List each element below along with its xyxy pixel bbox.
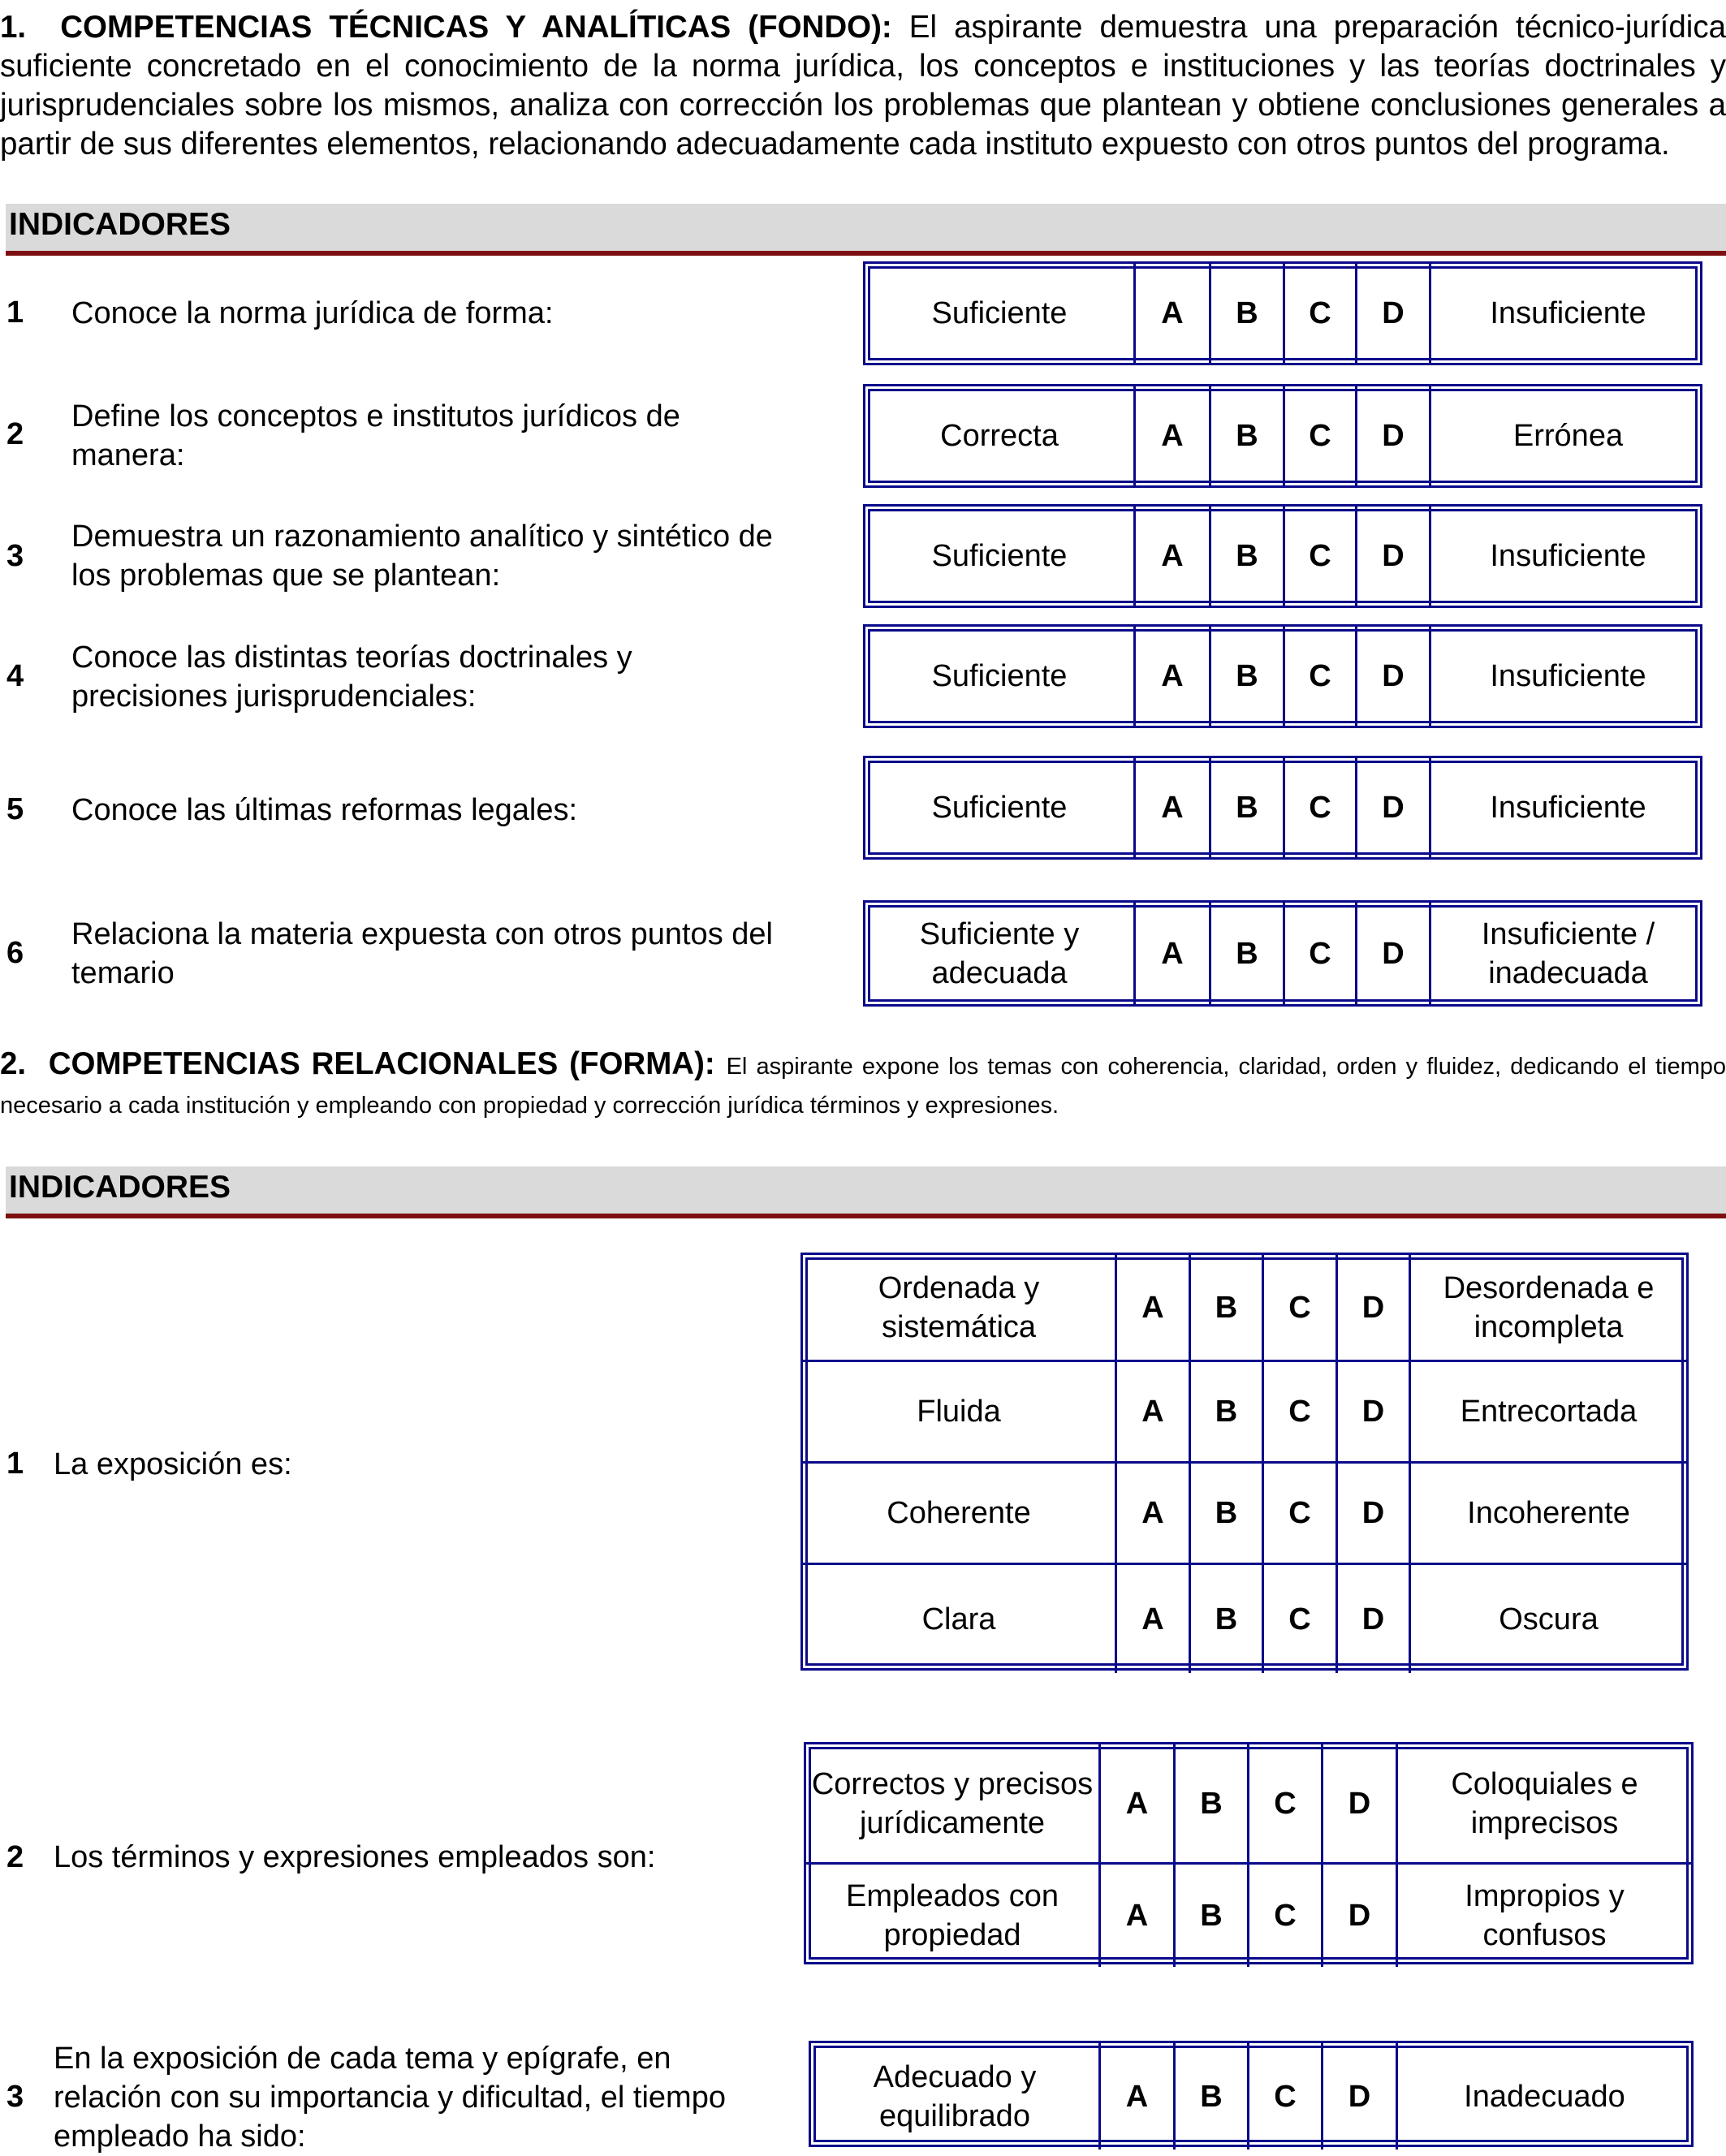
indicator-number: 1 bbox=[6, 295, 24, 330]
indicator-number: 1 bbox=[6, 1447, 24, 1481]
grade-c-option[interactable]: C bbox=[1285, 264, 1357, 363]
grade-d-option[interactable]: D bbox=[1338, 1255, 1411, 1362]
grade-a-option[interactable]: A bbox=[1117, 1565, 1191, 1673]
grade-c-option[interactable]: C bbox=[1285, 627, 1357, 726]
grade-b-option[interactable]: B bbox=[1191, 1464, 1264, 1565]
positive-option: Ordenada y sistemática bbox=[803, 1255, 1117, 1362]
indicator-label: Relaciona la materia expuesta con otros puntos del temario bbox=[71, 917, 773, 990]
negative-option: Insuficiente bbox=[1490, 659, 1646, 693]
grade-b-option[interactable]: B bbox=[1176, 1744, 1249, 1865]
positive-option: Fluida bbox=[803, 1362, 1117, 1464]
rating-scale bbox=[863, 261, 1702, 365]
grade-a-option[interactable]: A bbox=[1136, 507, 1211, 606]
grade-c-option[interactable]: C bbox=[1285, 386, 1357, 485]
grade-b-option[interactable]: B bbox=[1211, 758, 1285, 857]
section1-title: COMPETENCIAS TÉCNICAS Y ANALÍTICAS (FONDO): bbox=[60, 10, 892, 45]
negative-option: Entrecortada bbox=[1411, 1362, 1686, 1464]
grade-b-option[interactable]: B bbox=[1211, 627, 1285, 726]
grade-a-option[interactable]: A bbox=[1101, 1865, 1176, 1967]
grade-a-option[interactable]: A bbox=[1117, 1255, 1191, 1362]
positive-option: Correcta bbox=[865, 386, 1136, 485]
section2-paragraph bbox=[0, 1045, 1726, 1123]
negative-option: Oscura bbox=[1499, 1602, 1599, 1636]
indicators-header-label: INDICADORES bbox=[9, 1170, 231, 1205]
section2-indicators-header bbox=[6, 1166, 1726, 1218]
grade-d-option[interactable]: D bbox=[1323, 2043, 1398, 2150]
grade-d-option[interactable]: D bbox=[1357, 264, 1431, 363]
rating-scale bbox=[863, 504, 1702, 608]
grade-b-option[interactable]: B bbox=[1191, 1565, 1264, 1673]
grade-d-option[interactable]: D bbox=[1357, 386, 1431, 485]
indicators-header-label: INDICADORES bbox=[9, 207, 231, 242]
section1-paragraph bbox=[0, 8, 1726, 164]
section2-title: COMPETENCIAS RELACIONALES (FORMA): bbox=[48, 1046, 715, 1081]
positive-option: Empleados con propiedad bbox=[806, 1865, 1101, 1967]
grade-a-option[interactable]: A bbox=[1117, 1464, 1191, 1565]
positive-option: Adecuado y equilibrado bbox=[811, 2043, 1101, 2150]
grade-c-option[interactable]: C bbox=[1264, 1255, 1338, 1362]
grade-b-option[interactable]: B bbox=[1176, 2043, 1249, 2150]
indicator-label: Demuestra un razonamiento analítico y sintético de los problemas que se plantean: bbox=[71, 520, 773, 593]
section1-text: El aspirante demuestra una preparación técnico-jurídica suficiente concretado en el conocimiento de la norma jurídica, los conceptos e instituciones y las teorías doctrinales y jurisprudenciales sobre los mismos, analiza con corrección los problemas que plantean y obtiene conclusiones generales a partir de sus diferentes elementos, relacionando adecuadamente cada instituto expuesto con otros puntos del programa. bbox=[0, 10, 1726, 162]
grade-b-option[interactable]: B bbox=[1176, 1865, 1249, 1967]
indicator-label: En la exposición de cada tema y epígrafe, en relación con su importancia y dificultad, el tiempo empleado ha sido: bbox=[54, 2042, 726, 2154]
grade-c-option[interactable]: C bbox=[1264, 1464, 1338, 1565]
rating-scale bbox=[863, 624, 1702, 728]
grade-d-option[interactable]: D bbox=[1357, 627, 1431, 726]
grade-c-option[interactable]: C bbox=[1264, 1565, 1338, 1673]
grade-a-option[interactable]: A bbox=[1136, 627, 1211, 726]
grade-a-option[interactable]: A bbox=[1136, 264, 1211, 363]
grade-a-option[interactable]: A bbox=[1117, 1362, 1191, 1464]
grade-b-option[interactable]: B bbox=[1191, 1362, 1264, 1464]
grade-d-option[interactable]: D bbox=[1323, 1744, 1398, 1865]
grade-c-option[interactable]: C bbox=[1285, 758, 1357, 857]
grade-a-option[interactable]: A bbox=[1136, 758, 1211, 857]
indicator-number: 3 bbox=[6, 2080, 24, 2114]
positive-option: Correctos y precisos jurídicamente bbox=[806, 1744, 1101, 1865]
indicator-number: 2 bbox=[6, 1840, 24, 1874]
negative-option: Insuficiente bbox=[1490, 539, 1646, 573]
rating-scale bbox=[863, 900, 1702, 1007]
negative-option: Inadecuado bbox=[1464, 2079, 1625, 2114]
positive-option: Coherente bbox=[803, 1464, 1117, 1565]
grade-a-option[interactable]: A bbox=[1101, 1744, 1176, 1865]
grade-d-option[interactable]: D bbox=[1338, 1565, 1411, 1673]
rating-scale bbox=[804, 1742, 1694, 1964]
negative-option: Insuficiente bbox=[1490, 791, 1646, 825]
positive-option: Suficiente bbox=[865, 758, 1136, 857]
section2-number: 2. bbox=[0, 1046, 27, 1081]
negative-option: Errónea bbox=[1512, 419, 1624, 453]
positive-option: Suficiente y adecuada bbox=[865, 903, 1136, 1004]
grade-d-option[interactable]: D bbox=[1357, 903, 1431, 1004]
negative-option: Desordenada e incompleta bbox=[1411, 1255, 1686, 1362]
indicator-number: 5 bbox=[6, 792, 24, 826]
indicator-label: Define los conceptos e institutos jurídicos de manera: bbox=[71, 399, 680, 472]
grade-c-option[interactable]: C bbox=[1264, 1362, 1338, 1464]
section1-indicators-header bbox=[6, 204, 1726, 256]
grade-b-option[interactable]: B bbox=[1191, 1255, 1264, 1362]
grade-a-option[interactable]: A bbox=[1101, 2043, 1176, 2150]
positive-option: Suficiente bbox=[865, 627, 1136, 726]
rating-scale bbox=[800, 1253, 1689, 1671]
rating-scale bbox=[809, 2041, 1694, 2147]
negative-option: Incoherente bbox=[1411, 1464, 1686, 1565]
indicator-number: 3 bbox=[6, 539, 24, 573]
grade-d-option[interactable]: D bbox=[1323, 1865, 1398, 1967]
positive-option: Suficiente bbox=[865, 507, 1136, 606]
grade-b-option[interactable]: B bbox=[1211, 903, 1285, 1004]
grade-c-option[interactable]: C bbox=[1249, 2043, 1323, 2150]
positive-option: Suficiente bbox=[865, 264, 1136, 363]
indicator-number: 2 bbox=[6, 417, 24, 451]
rating-scale bbox=[863, 756, 1702, 860]
grade-b-option[interactable]: B bbox=[1211, 507, 1285, 606]
grade-d-option[interactable]: D bbox=[1338, 1464, 1411, 1565]
indicator-number: 6 bbox=[6, 936, 24, 970]
indicator-number: 4 bbox=[6, 659, 24, 693]
grade-d-option[interactable]: D bbox=[1357, 507, 1431, 606]
grade-d-option[interactable]: D bbox=[1357, 758, 1431, 857]
negative-option: Impropios y confusos bbox=[1465, 1879, 1625, 1952]
grade-c-option[interactable]: C bbox=[1285, 507, 1357, 606]
grade-d-option[interactable]: D bbox=[1338, 1362, 1411, 1464]
section2-text: El aspirante expone los temas con coherencia, claridad, orden y fluidez, dedicando el tiempo necesario a cada institución y empleando con propiedad y corrección jurídica términos y expresiones. bbox=[0, 1054, 1726, 1119]
grade-a-option[interactable]: A bbox=[1136, 903, 1211, 1004]
grade-c-option[interactable]: C bbox=[1249, 1865, 1323, 1967]
indicator-label: Los términos y expresiones empleados son: bbox=[54, 1840, 656, 1874]
indicator-label: Conoce las distintas teorías doctrinales y precisiones jurisprudenciales: bbox=[71, 640, 632, 714]
grade-b-option[interactable]: B bbox=[1211, 264, 1285, 363]
indicator-label: Conoce las últimas reformas legales: bbox=[71, 793, 578, 827]
rating-scale bbox=[863, 384, 1702, 488]
grade-c-option[interactable]: C bbox=[1249, 1744, 1323, 1865]
positive-option: Clara bbox=[803, 1565, 1117, 1673]
negative-option: Insuficiente / inadecuada bbox=[1481, 916, 1655, 990]
grade-c-option[interactable]: C bbox=[1285, 903, 1357, 1004]
grade-b-option[interactable]: B bbox=[1211, 386, 1285, 485]
indicator-label: La exposición es: bbox=[54, 1447, 292, 1481]
indicator-label: Conoce la norma jurídica de forma: bbox=[71, 296, 554, 330]
negative-option: Coloquiales e imprecisos bbox=[1398, 1744, 1691, 1865]
section1-number: 1. bbox=[0, 10, 27, 45]
grade-a-option[interactable]: A bbox=[1136, 386, 1211, 485]
negative-option: Insuficiente bbox=[1490, 296, 1646, 330]
